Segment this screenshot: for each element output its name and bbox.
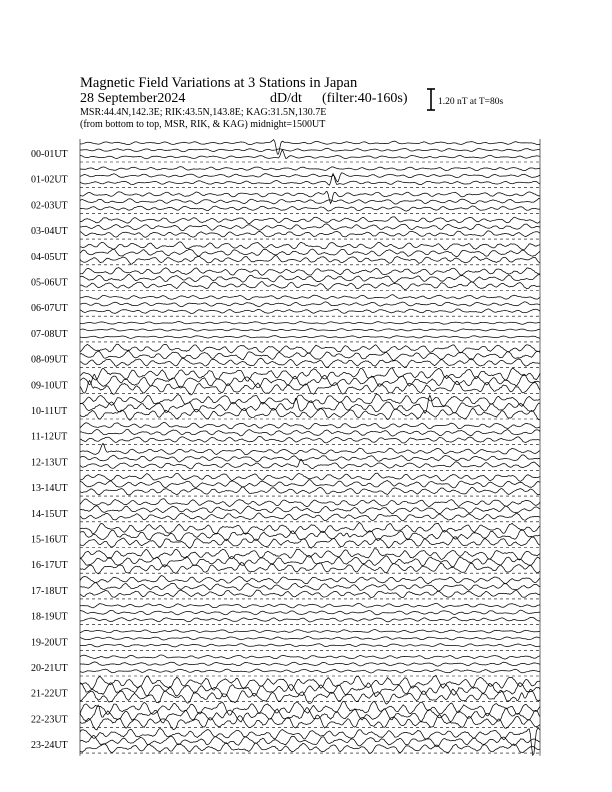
trace-row [31, 217, 540, 239]
hour-label: 01-02UT [31, 174, 68, 186]
hour-label: 11-12UT [31, 431, 68, 443]
hour-label: 06-07UT [31, 303, 68, 315]
chart-title: Magnetic Field Variations at 3 Stations in Japan [80, 75, 358, 91]
trace-kag [80, 523, 540, 535]
trace-msr [80, 590, 540, 597]
trace-rik [80, 735, 540, 746]
trace-row [31, 242, 540, 265]
trace-kag [80, 217, 540, 224]
trace-kag [80, 140, 540, 154]
trace-row [31, 655, 540, 676]
hour-label: 19-20UT [31, 637, 68, 649]
trace-kag [80, 499, 540, 507]
trace-rik [80, 329, 540, 332]
scale-label: 1.20 nT at T=80s [438, 97, 504, 107]
trace-msr [80, 206, 540, 211]
trace-row [31, 443, 540, 470]
trace-msr [80, 513, 540, 521]
trace-kag [80, 576, 540, 584]
trace-kag [80, 344, 540, 353]
hour-label: 18-19UT [31, 611, 68, 623]
trace-row [31, 322, 540, 342]
hour-label: 14-15UT [31, 508, 68, 520]
trace-kag [80, 728, 540, 755]
trace-rik [80, 637, 540, 640]
component-label: dD/dt [270, 91, 302, 106]
trace-msr [80, 256, 540, 265]
trace-msr [80, 437, 540, 443]
trace-kag [80, 630, 540, 633]
station-order-note: (from bottom to top, MSR, RIK, & KAG) midnight=1500UT [80, 119, 326, 130]
trace-rik [80, 249, 540, 257]
trace-row [31, 473, 540, 496]
trace-msr [80, 617, 540, 622]
filter-label: (filter:40-160s) [322, 91, 408, 106]
trace-msr [80, 408, 540, 420]
hour-label: 00-01UT [31, 149, 68, 160]
trace-rik [80, 610, 540, 615]
trace-row [31, 344, 540, 367]
trace-msr [80, 743, 540, 754]
trace-rik [80, 274, 540, 282]
trace-kag [80, 167, 540, 171]
hour-label: 02-03UT [31, 200, 68, 212]
chart-date: 28 September2024 [80, 91, 186, 106]
trace-rik [80, 173, 540, 182]
trace-rik [80, 198, 540, 204]
trace-kag [80, 422, 540, 429]
trace-rik [80, 455, 540, 462]
trace-msr [80, 563, 540, 574]
hour-label: 21-22UT [31, 688, 68, 700]
trace-rik [80, 662, 540, 666]
trace-rik [80, 429, 540, 436]
trace-row [31, 368, 540, 395]
hour-label: 22-23UT [31, 714, 68, 726]
trace-row [31, 394, 540, 420]
hour-label: 07-08UT [31, 328, 68, 340]
trace-kag [80, 242, 540, 250]
trace-row [31, 701, 540, 730]
trace-rik [80, 506, 540, 514]
trace-row [31, 268, 540, 291]
scale-bar [427, 89, 435, 110]
trace-rik [80, 148, 540, 151]
trace-kag [80, 368, 540, 381]
trace-msr [80, 669, 540, 673]
header [80, 75, 503, 130]
trace-rik [80, 351, 540, 361]
trace-row [31, 603, 540, 624]
trace-rik [80, 480, 540, 488]
trace-row [31, 191, 540, 213]
hour-label: 03-04UT [31, 226, 68, 238]
hour-label: 10-11UT [31, 406, 68, 417]
station-coordinates: MSR:44.4N,142.3E; RIK:43.5N,143.8E; KAG:31.5N,130.7E [80, 107, 327, 118]
hour-label: 23-24UT [31, 740, 68, 752]
trace-msr [80, 537, 540, 549]
trace-kag [80, 443, 540, 454]
hour-label: 04-05UT [31, 251, 68, 263]
trace-msr [80, 231, 540, 238]
trace-msr [80, 380, 540, 394]
trace-row [31, 675, 540, 704]
trace-msr [80, 309, 540, 314]
trace-kag [80, 295, 540, 300]
hour-label: 15-16UT [31, 534, 68, 546]
trace-kag [80, 394, 540, 406]
hour-label: 05-06UT [31, 277, 68, 289]
trace-kag [80, 549, 540, 560]
trace-rik [80, 374, 540, 388]
trace-rik [80, 224, 540, 231]
hour-label: 12-13UT [31, 457, 68, 469]
trace-row [31, 140, 540, 162]
trace-kag [80, 268, 540, 276]
trace-row [31, 576, 540, 599]
trace-kag [80, 603, 540, 608]
hour-label: 20-21UT [31, 663, 68, 674]
trace-row [31, 523, 540, 549]
hour-label: 08-09UT [31, 354, 68, 366]
hour-label: 16-17UT [31, 560, 68, 572]
trace-row [31, 499, 540, 522]
trace-kag [80, 322, 540, 325]
trace-msr [80, 282, 540, 290]
trace-row [31, 728, 540, 755]
trace-msr [80, 644, 540, 647]
hour-label: 13-14UT [31, 483, 68, 495]
trace-row [31, 549, 540, 574]
trace-msr [80, 336, 540, 339]
trace-rows [31, 139, 540, 756]
hour-label: 17-18UT [31, 585, 68, 597]
trace-rik [80, 529, 540, 541]
trace-row [31, 167, 540, 188]
trace-rik [80, 583, 540, 592]
trace-row [31, 630, 540, 651]
hour-label: 09-10UT [31, 380, 68, 392]
trace-rik [80, 683, 540, 697]
trace-rik [80, 302, 540, 307]
trace-row [31, 295, 540, 317]
trace-row [31, 422, 540, 444]
trace-msr [80, 487, 540, 495]
trace-kag [80, 655, 540, 659]
